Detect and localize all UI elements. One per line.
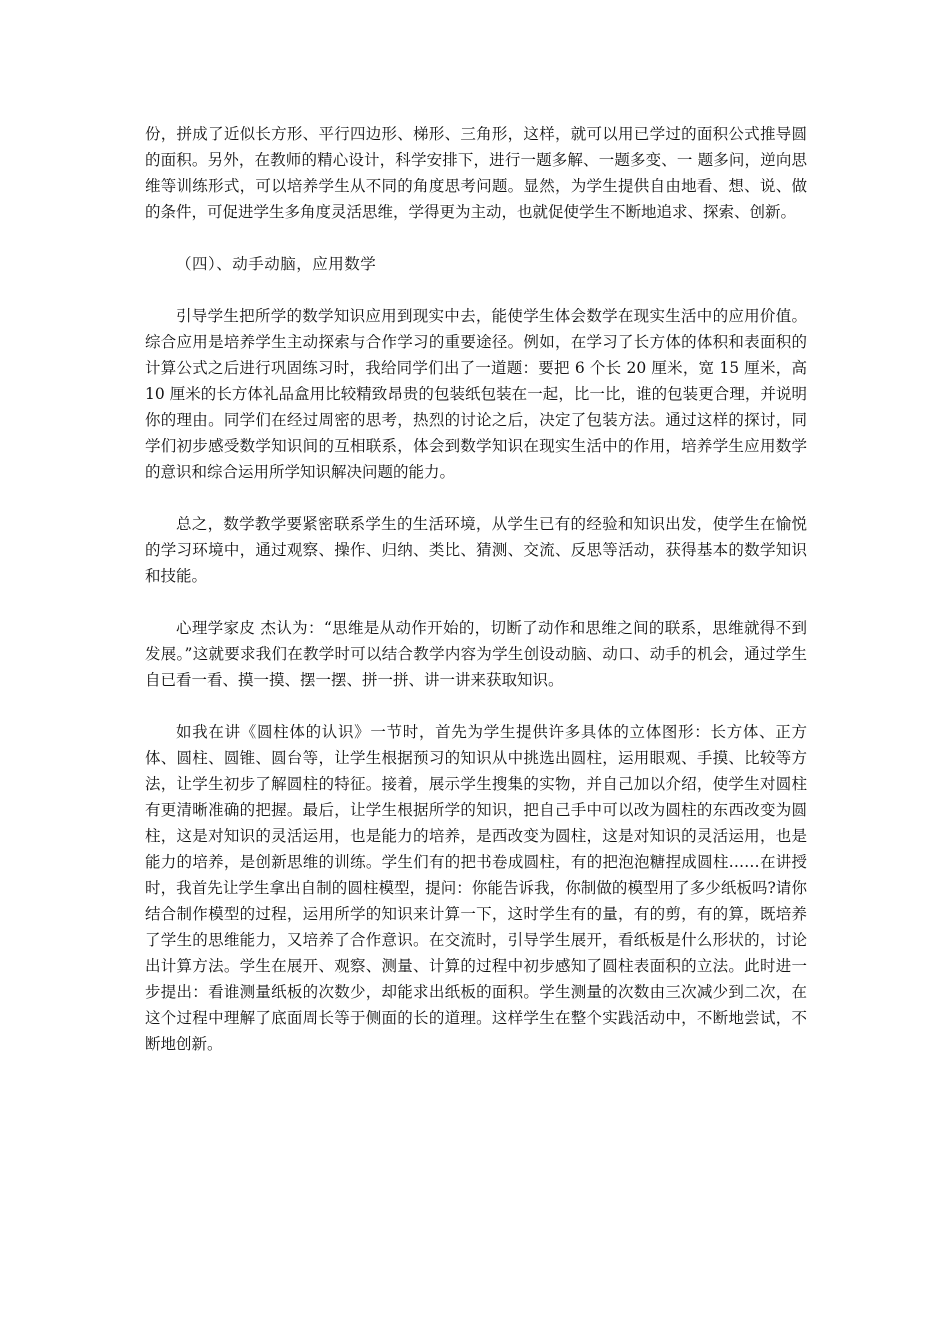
paragraph-gap bbox=[145, 589, 807, 615]
paragraph-2: 引导学生把所学的数学知识应用到现实中去，能使学生体会数学在现实生活中的应用价值。综合应用是培养学生主动探索与合作学习的重要途径。例如，在学习了长方体的体积和表面积的计算公式之后进行巩固练习时，我给同学们出了一道题：要把 6 个长 20 厘米，宽 15 厘米，高 10 厘米的长方体礼品盒用比较精致昂贵的包装纸包装在一起，比一比，谁的包装更合理，并说明你的理由。同学们在经过周密的思考，热烈的讨论之后，决定了包装方法。通过这样的探讨，同学们初步感受数学知识间的互相联系，体会到数学知识在现实生活中的作用，培养学生应用数学的意识和综合运用所学知识解决问题的能力。 bbox=[145, 307, 807, 481]
paragraph-gap bbox=[145, 225, 807, 251]
document-page bbox=[145, 121, 807, 1057]
paragraph-gap bbox=[145, 485, 807, 511]
section-heading: （四）、动手动脑，应用数学 bbox=[176, 255, 377, 273]
paragraph-gap bbox=[145, 693, 807, 719]
paragraph-1: 份，拼成了近似长方形、平行四边形、梯形、三角形，这样，就可以用已学过的面积公式推导圆的面积。另外，在教师的精心设计，科学安排下，进行一题多解、一题多变、一 题多问，逆向思维等训练形式，可以培养学生从不同的角度思考问题。显然，为学生提供自由地看、想、说、做的条件，可促进学生多角度灵活思维，学得更为主动，也就促使学生不断地追求、探索、创新。 bbox=[145, 125, 807, 221]
paragraph-3: 总之，数学教学要紧密联系学生的生活环境，从学生已有的经验和知识出发，使学生在愉悦的学习环境中，通过观察、操作、归纳、类比、猜测、交流、反思等活动，获得基本的数学知识和技能。 bbox=[145, 515, 807, 585]
paragraph-gap bbox=[145, 277, 807, 303]
paragraph-4: 心理学家皮 杰认为：“思维是从动作开始的，切断了动作和思维之间的联系，思维就得不到发展。”这就要求我们在教学时可以结合教学内容为学生创设动脑、动口、动手的机会，通过学生自已看一看、摸一摸、摆一摆、拼一拼、讲一讲来获取知识。 bbox=[145, 619, 807, 689]
paragraph-5: 如我在讲《圆柱体的认识》一节时，首先为学生提供许多具体的立体图形：长方体、正方体、圆柱、圆锥、圆台等，让学生根据预习的知识从中挑选出圆柱，运用眼观、手摸、比较等方法，让学生初步了解圆柱的特征。接着，展示学生搜集的实物，并自己加以介绍，使学生对圆柱有更清晰准确的把握。最后，让学生根据所学的知识，把自己手中可以改为圆柱的东西改变为圆柱，这是对知识的灵活运用，也是能力的培养，是西改变为圆柱，这是对知识的灵活运用，也是能力的培养，是创新思维的训练。学生们有的把书卷成圆柱，有的把泡泡糖捏成圆柱……在讲授时，我首先让学生拿出自制的圆柱模型，提问：你能告诉我，你制做的模型用了多少纸板吗?请你结合制作模型的过程，运用所学的知识来计算一下，这时学生有的量，有的剪，有的算，既培养了学生的思维能力，又培养了合作意识。在交流时，引导学生展开，看纸板是什么形状的，讨论出计算方法。学生在展开、观察、测量、计算的过程中初步感知了圆柱表面积的立法。此时进一步提出：看谁测量纸板的次数少，却能求出纸板的面积。学生测量的次数由三次减少到二次，在这个过程中理解了底面周长等于侧面的长的道理。这样学生在整个实践活动中，不断地尝试，不断地创新。 bbox=[145, 723, 807, 1053]
